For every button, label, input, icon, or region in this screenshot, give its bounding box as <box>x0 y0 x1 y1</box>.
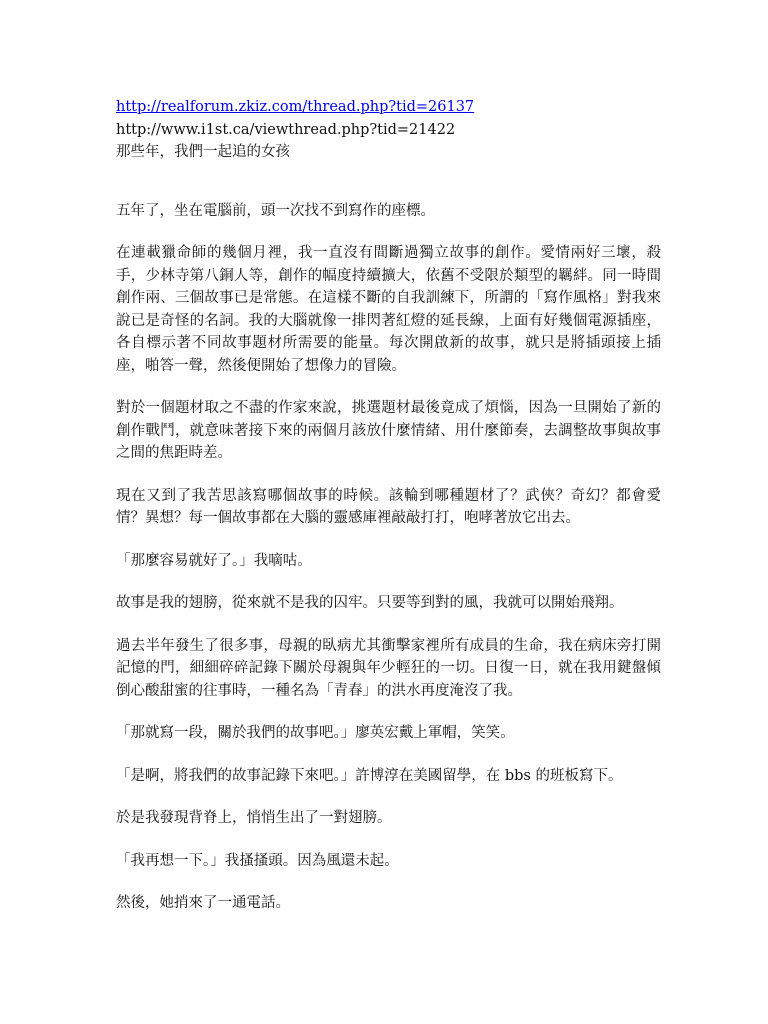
paragraph: 於是我發現背脊上，悄悄生出了一對翅膀。 <box>116 810 392 826</box>
paragraph: 過去半年發生了很多事，母親的臥病尤其衝擊家裡所有成員的生命，我在病床旁打開記憶的門，細細碎碎記錄下關於母親與年少輕狂的一切。日復一日，就在我用鍵盤傾倒心酸甜蜜的往事時，一種名為「青春」的洪水再度淹沒了我。 <box>116 637 661 699</box>
paragraph: 在連載獵命師的幾個月裡，我一直沒有間斷過獨立故事的創作。愛情兩好三壞，殺手，少林寺第八銅人等，創作的幅度持續擴大，依舊不受限於類型的羈絆。同一時間創作兩、三個故事已是常態。在這樣不斷的自我訓練下，所謂的「寫作風格」對我來說已是奇怪的名詞。我的大腦就像一排閃著紅燈的延長線，上面有好幾個電源插座，各自標示著不同故事題材所需要的能量。每次開啟新的故事，就只是將插頭接上插座，啪答一聲，然後便開始了想像力的冒險。 <box>116 245 661 374</box>
paragraph: 五年了，坐在電腦前，頭一次找不到寫作的座標。 <box>116 202 435 219</box>
paragraph: 「那麼容易就好了。」我嘀咕。 <box>116 552 312 569</box>
paragraph: 「是啊，將我們的故事記錄下來吧。」許博淳在美國留學，在 bbs 的班板寫下。 <box>116 767 623 784</box>
paragraph: 故事是我的翅膀，從來就不是我的囚牢。只要等到對的風，我就可以開始飛翔。 <box>116 595 624 611</box>
paragraph: 「我再想一下。」我搔搔頭。因為風還未起。 <box>116 852 399 869</box>
paragraph: 然後，她捎來了一通電話。 <box>116 895 290 911</box>
forum-link[interactable]: http://realforum.zkiz.com/thread.php?tid=26137 <box>116 99 475 115</box>
paragraph: 「那就寫一段，關於我們的故事吧。」廖英宏戴上軍帽，笑笑。 <box>116 725 515 741</box>
paragraph: 現在又到了我苦思該寫哪個故事的時候。該輪到哪種題材了？武俠？奇幻？都會愛情？異想？每一個故事都在大腦的靈感庫裡敲敲打打，咆哮著放它出去。 <box>116 487 661 526</box>
source-link-1 <box>116 96 661 119</box>
paragraph: 對於一個題材取之不盡的作家來說，挑選題材最後竟成了煩惱，因為一旦開始了新的創作戰鬥，就意味著接下來的兩個月該放什麼情緒、用什麼節奏，去調整故事與故事之間的焦距時差。 <box>116 400 661 461</box>
document-title: 那些年，我們一起追的女孩 <box>116 144 290 160</box>
source-link-2: http://www.i1st.ca/viewthread.php?tid=21422 <box>116 121 456 138</box>
document-page <box>116 96 661 915</box>
